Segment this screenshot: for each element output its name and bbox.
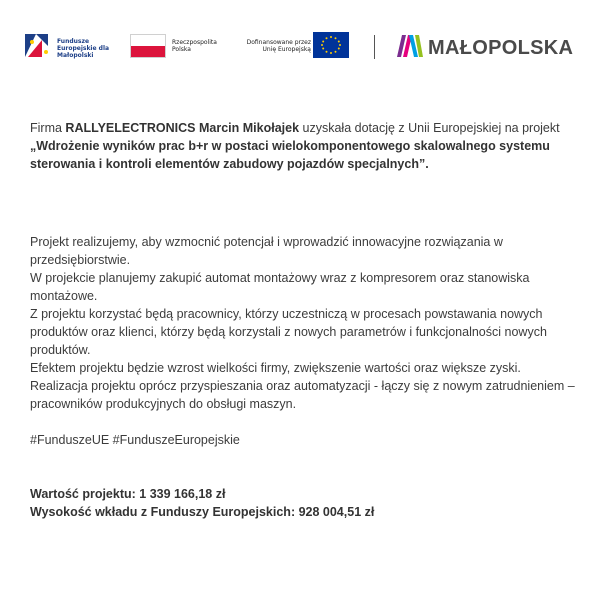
eu-contribution: Wysokość wkładu z Funduszy Europejskich: 928 004,51 zł [30,505,375,519]
fundusze-europejskie-logo-icon [22,30,52,60]
fe-logo-label: Fundusze Europejskie dla Małopolski [57,38,110,59]
company-name: RALLYELECTRONICS Marcin Mikołajek [65,121,300,135]
main-content [30,119,590,521]
polish-flag-icon [130,34,166,58]
rp-logo-label: Rzeczpospolita Polska [172,39,217,53]
project-value: Wartość projektu: 1 339 166,18 zł [30,487,226,501]
intro-middle: uzyskała dotację z Unii Europejskiej na projekt [299,121,560,135]
description-line: Efektem projektu będzie wzrost wielkości firmy, zwiększenie wartości oraz większe zyski. [30,361,521,375]
malopolska-mark-icon [397,35,423,57]
description-line: W projekcie planujemy zakupić automat montażowy wraz z kompresorem oraz stanowiska montażowe. [30,271,530,303]
eu-flag-icon [313,32,349,58]
description-line: Realizacja projektu oprócz przyspieszania oraz automatyzacji - łączy się z nowym zatrudnieniem – pracowników produkcyjnych do obsługi maszyn. [30,379,575,411]
project-values [30,485,590,521]
description [30,233,590,413]
hashtags: #FunduszeUE #FunduszeEuropejskie [30,433,240,447]
project-title: „Wdrożenie wyników prac b+r w postaci wielokomponentowego skalowalnego systemu sterowania i kontroli elementów zabudowy pojazdów specjalnych”. [30,139,550,171]
intro-prefix: Firma [30,121,66,135]
logo-bar [0,28,600,68]
malopolska-logo-text: MAŁOPOLSKA [428,37,574,59]
description-line: Z projektu korzystać będą pracownicy, którzy uczestniczą w procesach powstawania nowych produktów oraz klienci, którzy będą korzystali z nowych parametrów i funkcjonalności nowych produktów. [30,307,547,357]
intro-paragraph [30,119,590,173]
description-line: Projekt realizujemy, aby wzmocnić potencjał i wprowadzić innowacyjne rozwiązania w przedsiębiorstwie. [30,235,503,267]
logo-separator [374,35,375,59]
eu-logo-label: Dofinansowane przez Unię Europejską [246,39,311,53]
